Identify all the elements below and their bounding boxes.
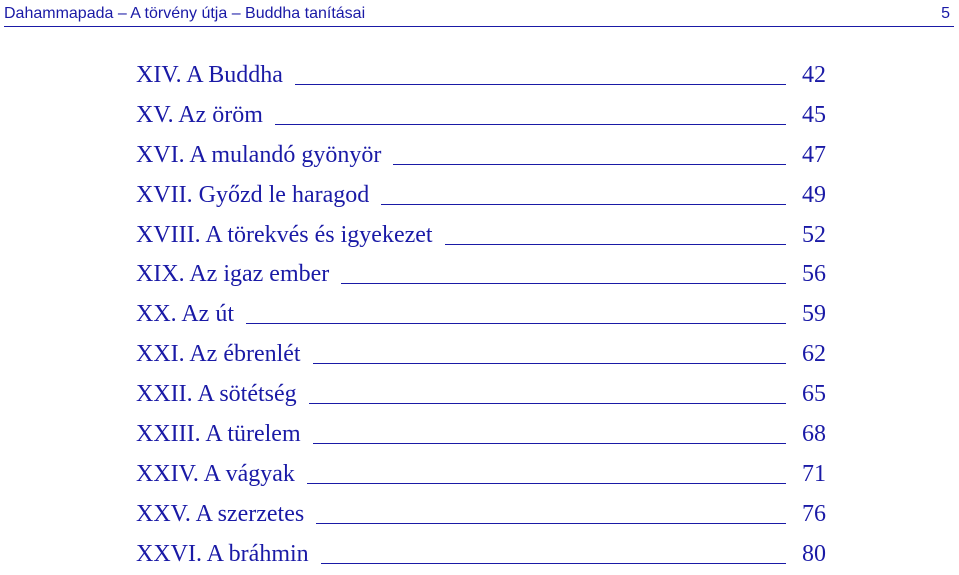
toc-entry-title: XV. Az öröm [136,101,263,128]
toc-entry-title: XXVI. A bráhmin [136,540,309,567]
toc-entry-title: XXII. A sötétség [136,381,297,408]
toc-entry-title: XX. Az út [136,301,234,328]
toc-leader-line [341,255,786,284]
toc-entry[interactable] [136,176,826,216]
toc-leader-line [295,56,786,85]
toc-entry-page: 52 [802,221,826,248]
toc-entry[interactable] [136,216,826,256]
toc-leader-line [246,295,786,324]
toc-leader-line [321,535,786,564]
page-header [4,4,954,27]
toc-entry-page: 49 [802,181,826,208]
toc-entry-title: XIV. A Buddha [136,62,283,88]
toc-entry[interactable] [136,455,826,495]
toc-entry[interactable] [136,375,826,415]
toc-leader-line [316,495,786,524]
toc-entry[interactable] [136,136,826,176]
header-title: Dahammapada – A törvény útja – Buddha tanításai [4,5,366,22]
toc-entry-page: 65 [802,381,826,408]
toc-entry-page: 71 [802,460,826,487]
toc-entry-page: 68 [802,421,826,448]
toc-entry-page: 76 [802,500,826,527]
toc-entry[interactable] [136,255,826,295]
header-page-number: 5 [941,5,950,22]
toc-entry-title: XXI. Az ébrenlét [136,341,301,368]
toc-leader-line [381,176,786,205]
toc-entry-title: XXIV. A vágyak [136,460,295,487]
toc-leader-line [309,375,786,404]
toc-entry-title: XXV. A szerzetes [136,500,305,527]
toc-entry[interactable] [136,335,826,375]
toc-entry-page: 56 [802,261,826,288]
toc-entry[interactable] [136,56,826,96]
toc-entry[interactable] [136,96,826,136]
table-of-contents [136,56,826,575]
toc-entry-title: XXIII. A türelem [136,421,301,448]
toc-leader-line [275,96,786,125]
toc-entry-title: XVII. Győzd le haragod [136,181,370,208]
toc-leader-line [393,136,786,165]
toc-entry-page: 47 [802,141,826,168]
toc-entry[interactable] [136,295,826,335]
toc-leader-line [307,455,786,484]
toc-entry-page: 45 [802,101,826,128]
toc-entry-title: XVIII. A törekvés és igyekezet [136,221,433,248]
toc-leader-line [445,216,786,245]
toc-entry-page: 42 [802,62,826,88]
toc-entry-page: 80 [802,540,826,567]
toc-leader-line [313,415,786,444]
toc-leader-line [313,335,786,364]
toc-entry[interactable] [136,495,826,535]
toc-entry-title: XIX. Az igaz ember [136,261,330,288]
toc-entry-page: 62 [802,341,826,368]
toc-entry-page: 59 [802,301,826,328]
toc-entry-title: XVI. A mulandó gyönyör [136,141,382,168]
toc-entry[interactable] [136,415,826,455]
